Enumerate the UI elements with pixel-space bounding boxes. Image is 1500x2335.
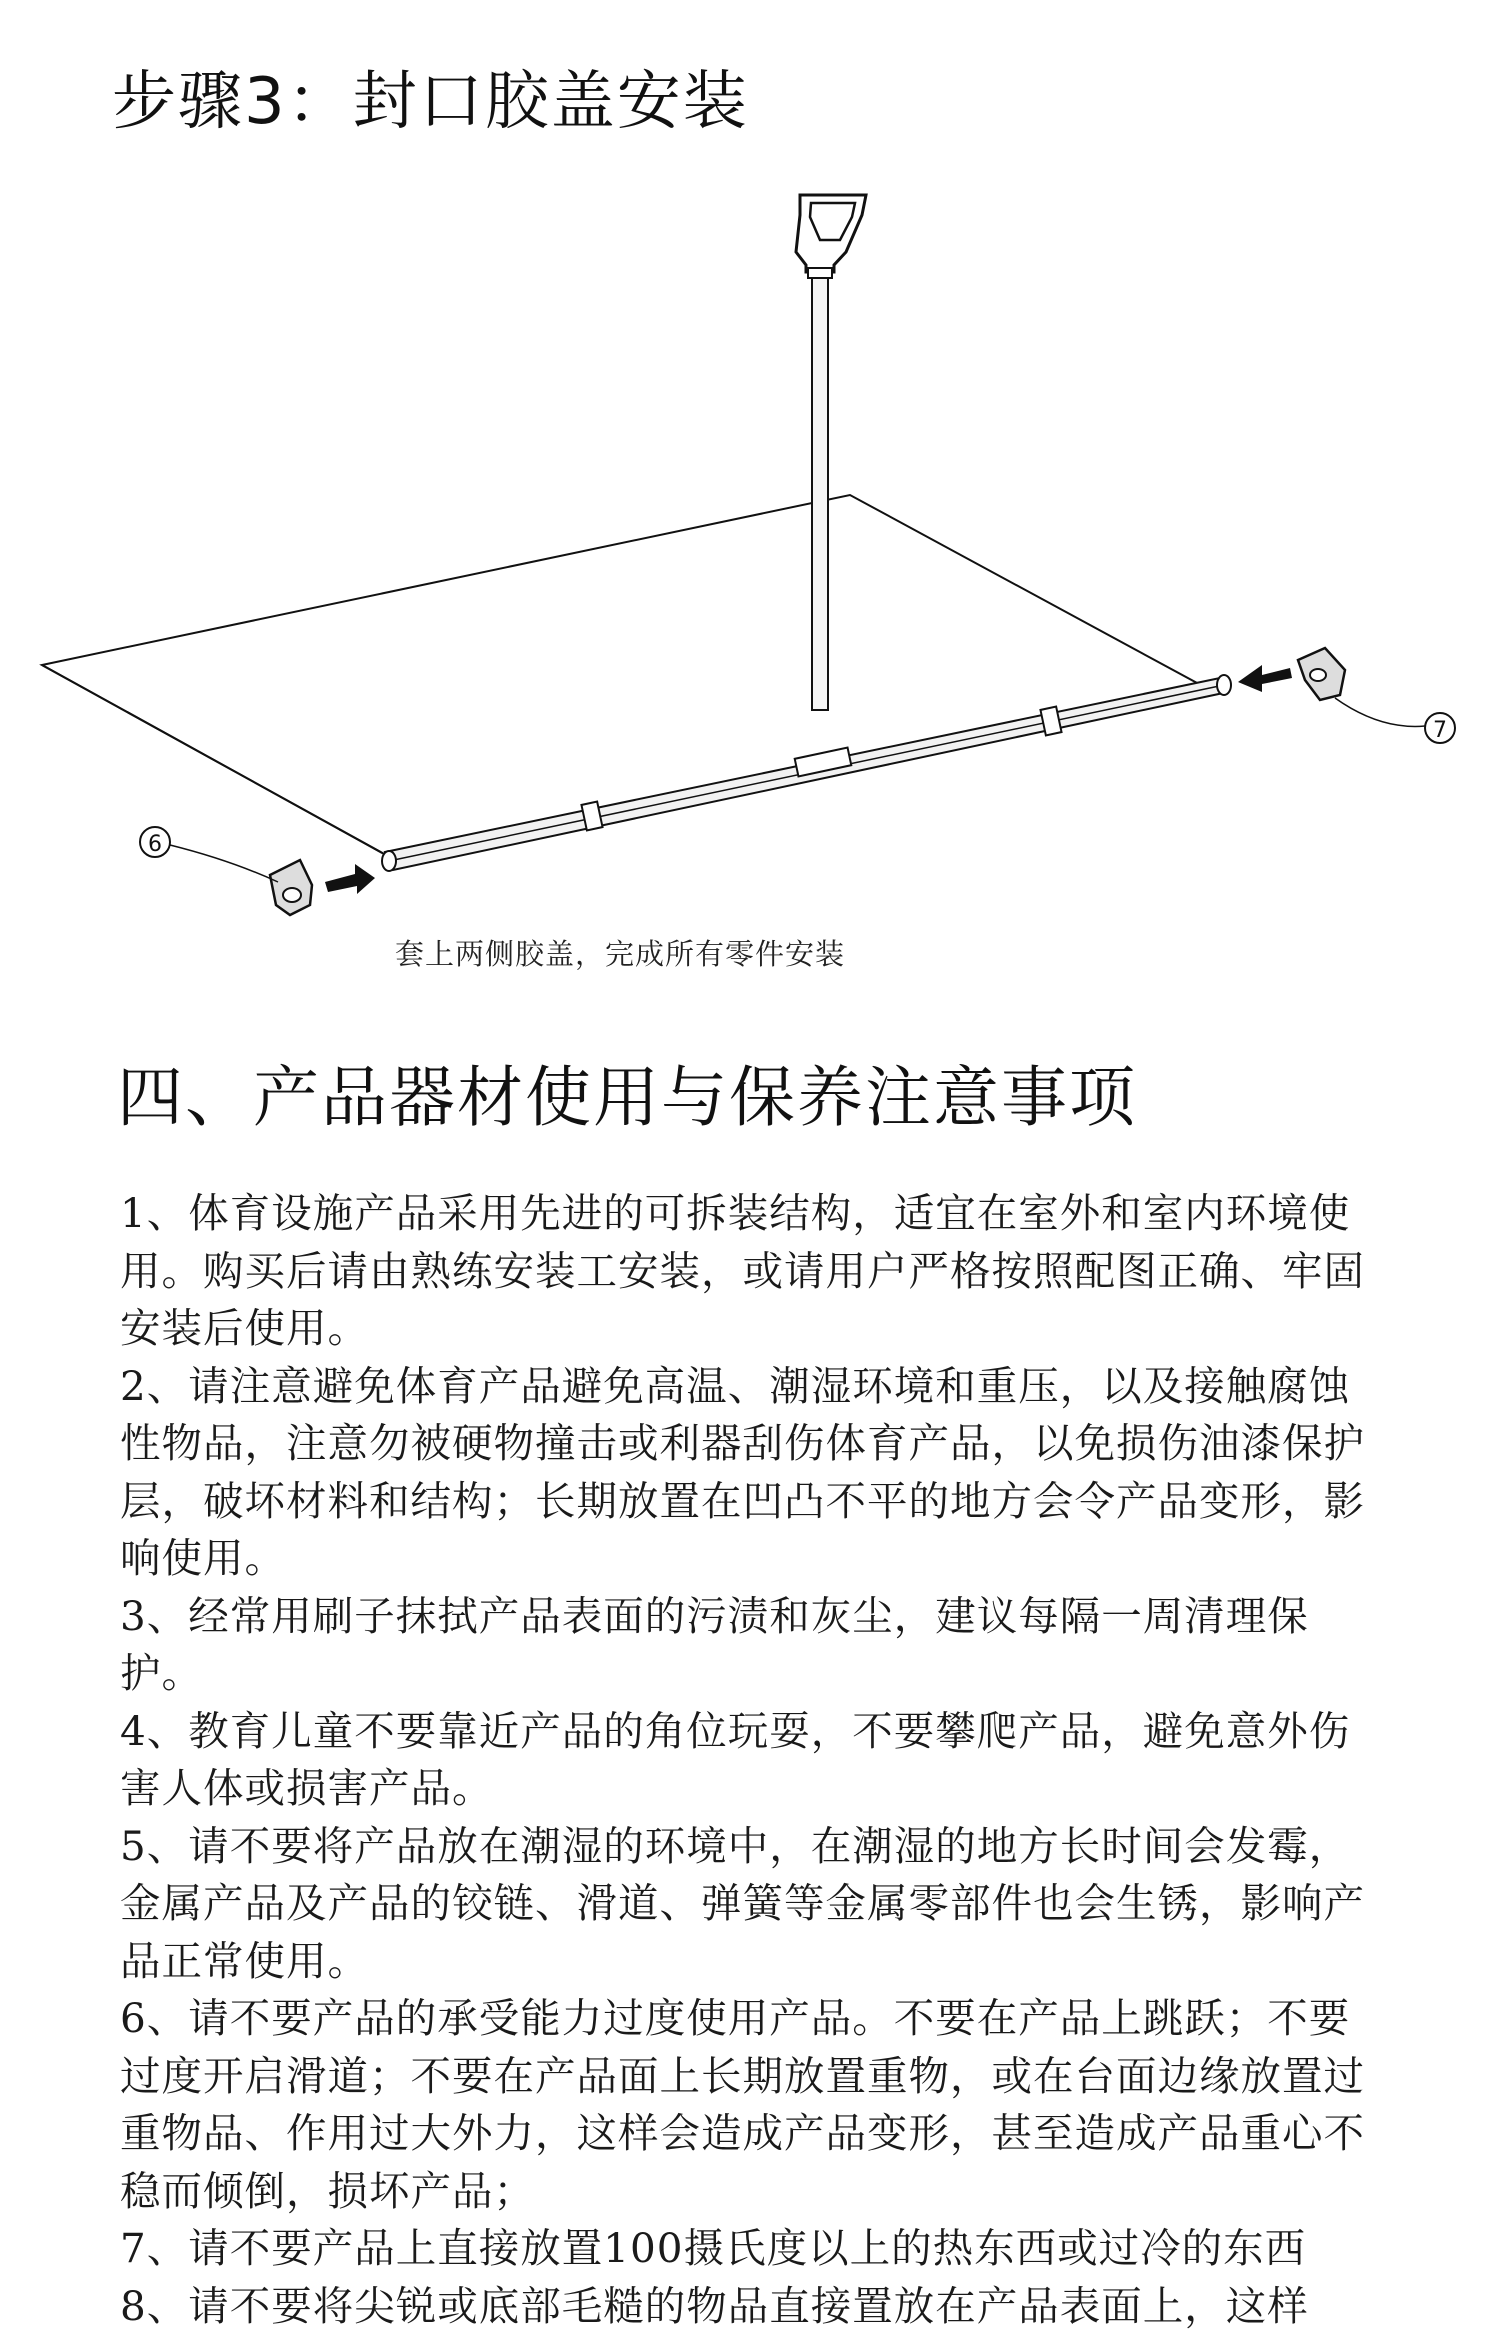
step-title: 步骤3：封口胶盖安装 bbox=[112, 70, 749, 134]
diagram-caption: 套上两侧胶盖，完成所有零件安装 bbox=[395, 932, 845, 973]
section-title: 四、产品器材使用与保养注意事项 bbox=[117, 1065, 1137, 1131]
notes-list bbox=[120, 1185, 1390, 2335]
arrow-left bbox=[325, 864, 375, 894]
callout-label-6: 6 bbox=[148, 832, 162, 857]
note-item: 6、请不要产品的承受能力过度使用产品。不要在产品上跳跃；不要过度开启滑道；不要在产品面上长期放置重物，或在台面边缘放置过重物品、作用过大外力，这样会造成产品变形，甚至造成产品重心不稳而倾倒，损坏产品； bbox=[120, 1990, 1390, 2220]
note-item: 5、请不要将产品放在潮湿的环境中，在潮湿的地方长时间会发霉，金属产品及产品的铰链、滑道、弹簧等金属零部件也会生锈，影响产品正常使用。 bbox=[120, 1818, 1390, 1991]
assembly-diagram bbox=[0, 170, 1500, 930]
note-item: 3、经常用刷子抹拭产品表面的污渍和灰尘，建议每隔一周清理保护。 bbox=[120, 1588, 1390, 1703]
arrow-right bbox=[1238, 665, 1292, 692]
d-handle bbox=[796, 195, 866, 278]
note-item: 8、请不要将尖锐或底部毛糙的物品直接置放在产品表面上，这样 bbox=[120, 2278, 1390, 2335]
end-cap-right bbox=[1298, 648, 1345, 700]
note-item: 2、请注意避免体育产品避免高温、潮湿环境和重压，以及接触腐蚀性物品，注意勿被硬物撞击或利器刮伤体育产品，以免损伤油漆保护层，破坏材料和结构；长期放置在凹凸不平的地方会令产品变形，影响使用。 bbox=[120, 1358, 1390, 1588]
note-item: 7、请不要产品上直接放置100摄氏度以上的热东西或过冷的东西 bbox=[120, 2220, 1390, 2278]
note-item: 4、教育儿童不要靠近产品的角位玩耍，不要攀爬产品，避免意外伤害人体或损害产品。 bbox=[120, 1703, 1390, 1818]
leader-line-right bbox=[1335, 698, 1425, 726]
pole bbox=[812, 260, 828, 710]
end-cap-left bbox=[270, 860, 312, 915]
note-item: 1、体育设施产品采用先进的可拆装结构，适宜在室外和室内环境使用。购买后请由熟练安装工安装，或请用户严格按照配图正确、牢固安装后使用。 bbox=[120, 1185, 1390, 1358]
leader-line-left bbox=[170, 845, 278, 882]
callout-label-7: 7 bbox=[1433, 718, 1447, 743]
